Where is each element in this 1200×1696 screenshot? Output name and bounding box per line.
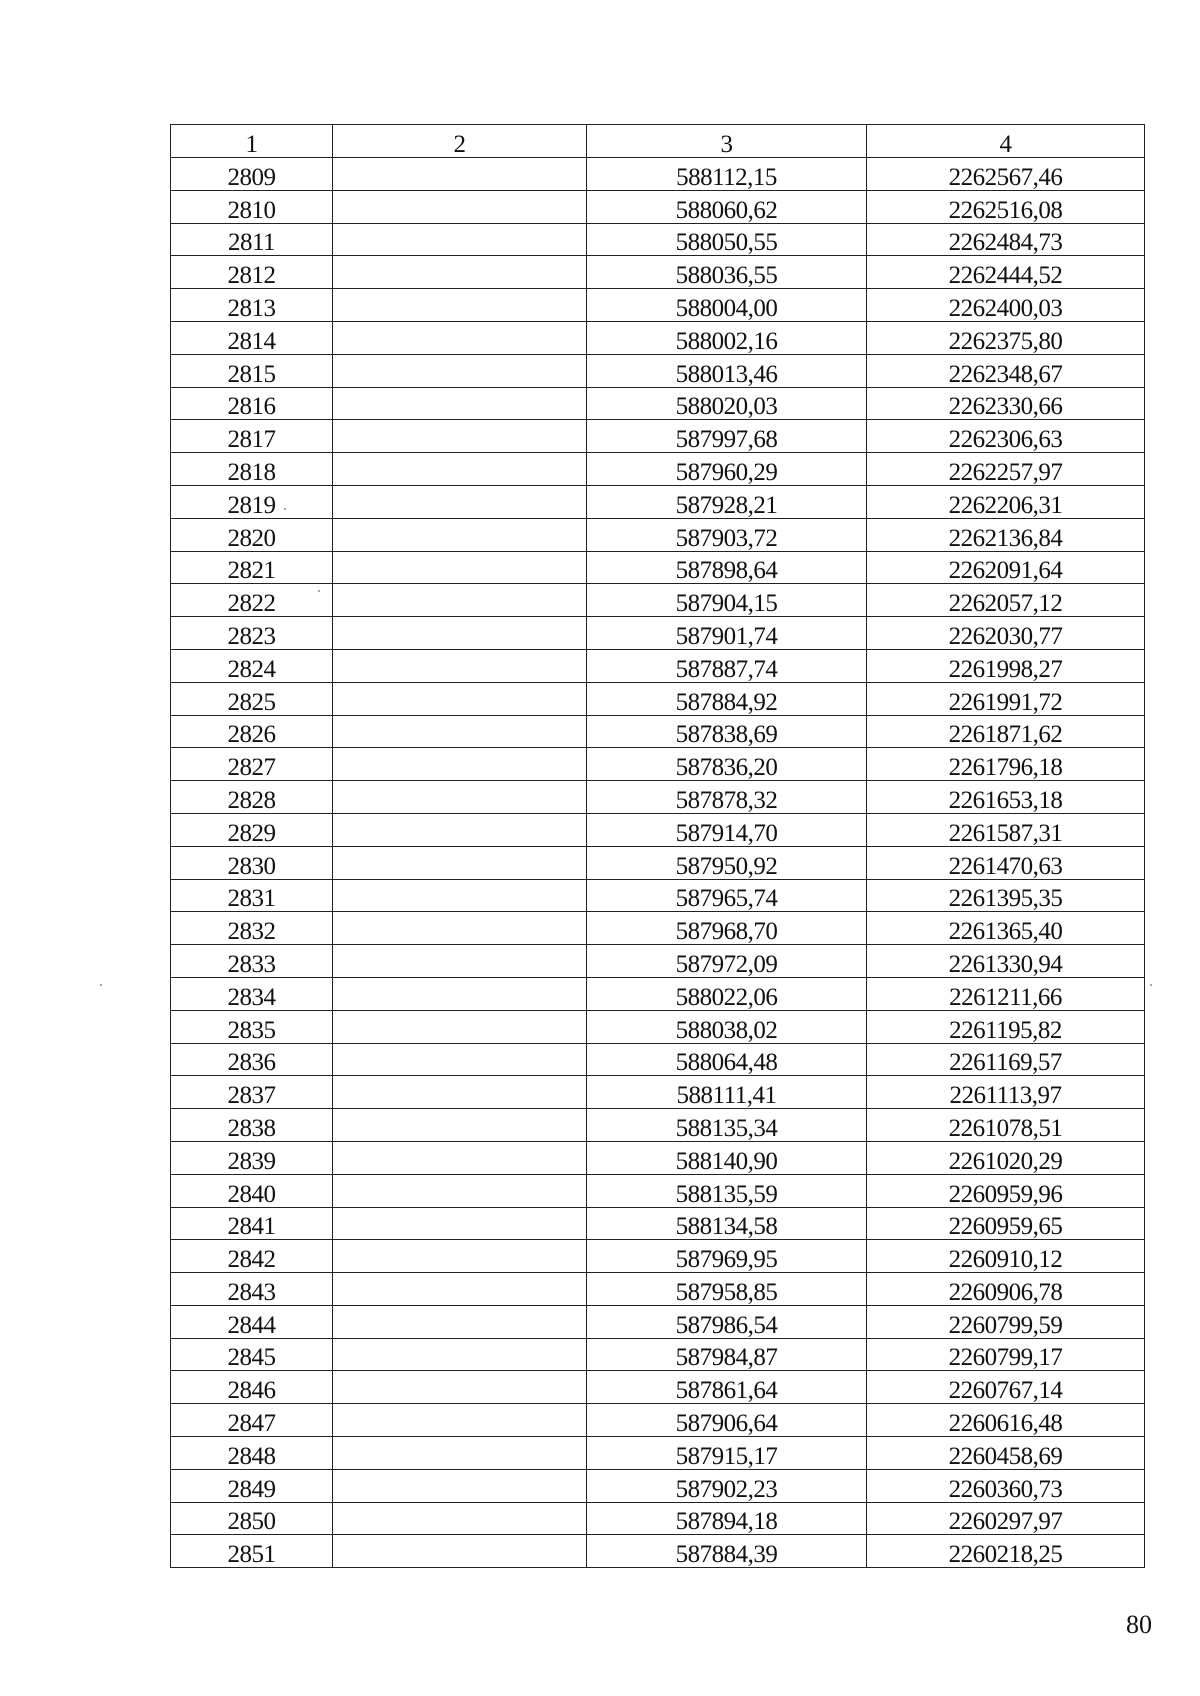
table-cell-col-3: 587968,70	[587, 912, 867, 945]
table-cell-col-2	[333, 1240, 587, 1273]
table-row	[171, 682, 1145, 715]
table-cell-col-4: 2260799,17	[867, 1338, 1145, 1371]
table-cell-col-2	[333, 1371, 587, 1404]
table-row	[171, 1338, 1145, 1371]
table-row	[171, 1305, 1145, 1338]
table-cell-col-2	[333, 1338, 587, 1371]
table-cell-col-4: 2262484,73	[867, 223, 1145, 256]
table-row	[171, 1010, 1145, 1043]
table-row	[171, 715, 1145, 748]
table-cell-col-2	[333, 190, 587, 223]
table-cell-col-1: 2835	[171, 1010, 333, 1043]
table-row	[171, 1437, 1145, 1470]
table-cell-col-1: 2841	[171, 1207, 333, 1240]
table-cell-col-3: 588060,62	[587, 190, 867, 223]
table-cell-col-4: 2260360,73	[867, 1469, 1145, 1502]
table-cell-col-4: 2261330,94	[867, 945, 1145, 978]
table-cell-col-2	[333, 682, 587, 715]
table-cell-col-3: 588038,02	[587, 1010, 867, 1043]
table-cell-col-2	[333, 945, 587, 978]
table-cell-col-4: 2261020,29	[867, 1141, 1145, 1174]
table-cell-col-1: 2828	[171, 781, 333, 814]
table-cell-col-4: 2261365,40	[867, 912, 1145, 945]
table-cell-col-3: 587898,64	[587, 551, 867, 584]
table-cell-col-4: 2260799,59	[867, 1305, 1145, 1338]
table-cell-col-2	[333, 1010, 587, 1043]
table-cell-col-1: 2851	[171, 1535, 333, 1568]
table-cell-col-1: 2839	[171, 1141, 333, 1174]
table-cell-col-1: 2847	[171, 1404, 333, 1437]
table-cell-col-1: 2822	[171, 584, 333, 617]
table-cell-col-2	[333, 1404, 587, 1437]
table-row	[171, 1207, 1145, 1240]
table-cell-col-1: 2819	[171, 485, 333, 518]
table-cell-col-1: 2823	[171, 617, 333, 650]
table-cell-col-2	[333, 1076, 587, 1109]
table-cell-col-2	[333, 289, 587, 322]
table-cell-col-4: 2261587,31	[867, 813, 1145, 846]
table-cell-col-1: 2825	[171, 682, 333, 715]
table-cell-col-1: 2840	[171, 1174, 333, 1207]
table-cell-col-1: 2820	[171, 518, 333, 551]
table-cell-col-4: 2261871,62	[867, 715, 1145, 748]
table-cell-col-2	[333, 781, 587, 814]
table-cell-col-4: 2262136,84	[867, 518, 1145, 551]
table-cell-col-4: 2262444,52	[867, 256, 1145, 289]
table-cell-col-3: 588140,90	[587, 1141, 867, 1174]
table-row	[171, 584, 1145, 617]
table-row	[171, 321, 1145, 354]
table-cell-col-1: 2816	[171, 387, 333, 420]
table-cell-col-3: 588036,55	[587, 256, 867, 289]
table-cell-col-4: 2260906,78	[867, 1273, 1145, 1306]
coordinates-table	[170, 124, 1145, 1568]
table-row	[171, 190, 1145, 223]
table-cell-col-3: 588134,58	[587, 1207, 867, 1240]
table-cell-col-3: 588135,34	[587, 1109, 867, 1142]
table-cell-col-3: 588050,55	[587, 223, 867, 256]
table-cell-col-1: 2827	[171, 748, 333, 781]
table-row	[171, 1273, 1145, 1306]
scan-speck	[318, 590, 320, 592]
table-cell-col-4: 2260458,69	[867, 1437, 1145, 1470]
table-cell-col-1: 2842	[171, 1240, 333, 1273]
table-cell-col-4: 2262030,77	[867, 617, 1145, 650]
table-cell-col-4: 2260218,25	[867, 1535, 1145, 1568]
table-cell-col-2	[333, 1535, 587, 1568]
table-cell-col-1: 2814	[171, 321, 333, 354]
table-row	[171, 846, 1145, 879]
table-cell-col-3: 587986,54	[587, 1305, 867, 1338]
table-row	[171, 912, 1145, 945]
table-cell-col-1: 2809	[171, 158, 333, 191]
column-header-1: 1	[171, 125, 333, 158]
table-cell-col-4: 2262348,67	[867, 354, 1145, 387]
table-row	[171, 518, 1145, 551]
column-header-3: 3	[587, 125, 867, 158]
table-row	[171, 748, 1145, 781]
table-cell-col-3: 587861,64	[587, 1371, 867, 1404]
table-cell-col-1: 2826	[171, 715, 333, 748]
table-cell-col-2	[333, 584, 587, 617]
table-row	[171, 289, 1145, 322]
table-cell-col-1: 2821	[171, 551, 333, 584]
table-cell-col-4: 2262400,03	[867, 289, 1145, 322]
table-cell-col-3: 587878,32	[587, 781, 867, 814]
table-cell-col-2	[333, 354, 587, 387]
table-cell-col-2	[333, 1174, 587, 1207]
table-cell-col-2	[333, 453, 587, 486]
table-cell-col-2	[333, 420, 587, 453]
table-cell-col-2	[333, 977, 587, 1010]
table-cell-col-2	[333, 715, 587, 748]
table-cell-col-4: 2261395,35	[867, 879, 1145, 912]
table-cell-col-2	[333, 748, 587, 781]
table-cell-col-4: 2262057,12	[867, 584, 1145, 617]
table-cell-col-2	[333, 518, 587, 551]
table-cell-col-3: 588013,46	[587, 354, 867, 387]
column-header-4: 4	[867, 125, 1145, 158]
table-cell-col-3: 587904,15	[587, 584, 867, 617]
table-cell-col-2	[333, 321, 587, 354]
table-cell-col-2	[333, 1207, 587, 1240]
table-cell-col-2	[333, 158, 587, 191]
table-cell-col-1: 2832	[171, 912, 333, 945]
table-row	[171, 879, 1145, 912]
scan-speck	[284, 508, 286, 510]
table-row	[171, 158, 1145, 191]
table-cell-col-4: 2262567,46	[867, 158, 1145, 191]
table-cell-col-3: 587903,72	[587, 518, 867, 551]
table-cell-col-3: 587915,17	[587, 1437, 867, 1470]
table-cell-col-4: 2261470,63	[867, 846, 1145, 879]
table-cell-col-3: 587887,74	[587, 649, 867, 682]
table-cell-col-3: 587838,69	[587, 715, 867, 748]
table-cell-col-4: 2260616,48	[867, 1404, 1145, 1437]
table-row	[171, 1043, 1145, 1076]
table-row	[171, 1469, 1145, 1502]
table-cell-col-3: 587969,95	[587, 1240, 867, 1273]
table-cell-col-4: 2260297,97	[867, 1502, 1145, 1535]
table-cell-col-4: 2261653,18	[867, 781, 1145, 814]
table-cell-col-4: 2261796,18	[867, 748, 1145, 781]
table-cell-col-4: 2262206,31	[867, 485, 1145, 518]
table-cell-col-1: 2836	[171, 1043, 333, 1076]
table-cell-col-2	[333, 1469, 587, 1502]
table-cell-col-1: 2811	[171, 223, 333, 256]
table-cell-col-3: 588111,41	[587, 1076, 867, 1109]
table-cell-col-1: 2838	[171, 1109, 333, 1142]
table-cell-col-1: 2837	[171, 1076, 333, 1109]
table-cell-col-4: 2261169,57	[867, 1043, 1145, 1076]
table-cell-col-1: 2817	[171, 420, 333, 453]
table-cell-col-4: 2260959,96	[867, 1174, 1145, 1207]
table-cell-col-2	[333, 1273, 587, 1306]
table-cell-col-3: 588004,00	[587, 289, 867, 322]
table-cell-col-3: 587950,92	[587, 846, 867, 879]
table-cell-col-4: 2262516,08	[867, 190, 1145, 223]
table-cell-col-2	[333, 1437, 587, 1470]
table-cell-col-1: 2846	[171, 1371, 333, 1404]
table-cell-col-3: 588002,16	[587, 321, 867, 354]
table-row	[171, 617, 1145, 650]
table-cell-col-3: 588135,59	[587, 1174, 867, 1207]
table-cell-col-3: 587901,74	[587, 617, 867, 650]
table-cell-col-2	[333, 1502, 587, 1535]
table-row	[171, 420, 1145, 453]
table-row	[171, 813, 1145, 846]
table-row	[171, 1371, 1145, 1404]
header-row	[171, 125, 1145, 158]
table-cell-col-4: 2262091,64	[867, 551, 1145, 584]
scan-speck	[100, 984, 102, 986]
table-cell-col-3: 587836,20	[587, 748, 867, 781]
table-row	[171, 1141, 1145, 1174]
table-cell-col-3: 587997,68	[587, 420, 867, 453]
table-cell-col-1: 2815	[171, 354, 333, 387]
table-cell-col-1: 2829	[171, 813, 333, 846]
table-cell-col-3: 588022,06	[587, 977, 867, 1010]
table-cell-col-3: 587914,70	[587, 813, 867, 846]
table-cell-col-2	[333, 223, 587, 256]
page-number: 80	[1126, 1610, 1152, 1639]
table-row	[171, 256, 1145, 289]
table-cell-col-4: 2262257,97	[867, 453, 1145, 486]
table-cell-col-2	[333, 1305, 587, 1338]
table-cell-col-4: 2262375,80	[867, 321, 1145, 354]
table-cell-col-1: 2850	[171, 1502, 333, 1535]
table-cell-col-2	[333, 1141, 587, 1174]
table-cell-col-3: 587884,92	[587, 682, 867, 715]
table-cell-col-2	[333, 649, 587, 682]
table-cell-col-1: 2812	[171, 256, 333, 289]
table-cell-col-2	[333, 551, 587, 584]
table-row	[171, 551, 1145, 584]
table-row	[171, 1240, 1145, 1273]
table-cell-col-4: 2261211,66	[867, 977, 1145, 1010]
table-cell-col-1: 2833	[171, 945, 333, 978]
table-header	[171, 125, 1145, 158]
table-cell-col-1: 2844	[171, 1305, 333, 1338]
table-cell-col-1: 2818	[171, 453, 333, 486]
table-row	[171, 453, 1145, 486]
table-cell-col-3: 588064,48	[587, 1043, 867, 1076]
table-row	[171, 945, 1145, 978]
table-cell-col-2	[333, 387, 587, 420]
table-cell-col-2	[333, 256, 587, 289]
table-row	[171, 781, 1145, 814]
table-cell-col-1: 2845	[171, 1338, 333, 1371]
table-cell-col-1: 2831	[171, 879, 333, 912]
table-cell-col-1: 2830	[171, 846, 333, 879]
table-row	[171, 485, 1145, 518]
table-cell-col-4: 2260767,14	[867, 1371, 1145, 1404]
table-cell-col-2	[333, 485, 587, 518]
table-body	[171, 158, 1145, 1568]
table-row	[171, 223, 1145, 256]
table-cell-col-2	[333, 1043, 587, 1076]
table-row	[171, 387, 1145, 420]
table-cell-col-1: 2848	[171, 1437, 333, 1470]
table-row	[171, 1404, 1145, 1437]
table-cell-col-1: 2810	[171, 190, 333, 223]
table-row	[171, 1076, 1145, 1109]
table-cell-col-3: 587884,39	[587, 1535, 867, 1568]
table-row	[171, 1174, 1145, 1207]
table-cell-col-3: 587972,09	[587, 945, 867, 978]
table-cell-col-2	[333, 813, 587, 846]
column-header-2: 2	[333, 125, 587, 158]
table-row	[171, 1109, 1145, 1142]
table-cell-col-3: 587984,87	[587, 1338, 867, 1371]
table-cell-col-2	[333, 846, 587, 879]
table-cell-col-3: 587960,29	[587, 453, 867, 486]
table-cell-col-2	[333, 1109, 587, 1142]
table-cell-col-1: 2813	[171, 289, 333, 322]
table-row	[171, 649, 1145, 682]
table-cell-col-3: 587928,21	[587, 485, 867, 518]
table-cell-col-2	[333, 879, 587, 912]
table-cell-col-4: 2262330,66	[867, 387, 1145, 420]
table-cell-col-3: 587894,18	[587, 1502, 867, 1535]
table-cell-col-1: 2843	[171, 1273, 333, 1306]
table-cell-col-4: 2261998,27	[867, 649, 1145, 682]
table-cell-col-1: 2834	[171, 977, 333, 1010]
table-cell-col-4: 2262306,63	[867, 420, 1145, 453]
table-cell-col-3: 587965,74	[587, 879, 867, 912]
table-cell-col-2	[333, 912, 587, 945]
table-cell-col-1: 2849	[171, 1469, 333, 1502]
table-cell-col-3: 588112,15	[587, 158, 867, 191]
table-cell-col-3: 587958,85	[587, 1273, 867, 1306]
table-cell-col-1: 2824	[171, 649, 333, 682]
table-cell-col-3: 587902,23	[587, 1469, 867, 1502]
table-cell-col-3: 588020,03	[587, 387, 867, 420]
table-cell-col-4: 2261113,97	[867, 1076, 1145, 1109]
table-row	[171, 1535, 1145, 1568]
table-cell-col-4: 2261078,51	[867, 1109, 1145, 1142]
table-cell-col-4: 2260959,65	[867, 1207, 1145, 1240]
table-cell-col-4: 2260910,12	[867, 1240, 1145, 1273]
table-row	[171, 977, 1145, 1010]
table-cell-col-4: 2261991,72	[867, 682, 1145, 715]
table-cell-col-2	[333, 617, 587, 650]
scan-speck	[1150, 984, 1152, 986]
table-cell-col-4: 2261195,82	[867, 1010, 1145, 1043]
table-row	[171, 354, 1145, 387]
table-cell-col-3: 587906,64	[587, 1404, 867, 1437]
table-row	[171, 1502, 1145, 1535]
